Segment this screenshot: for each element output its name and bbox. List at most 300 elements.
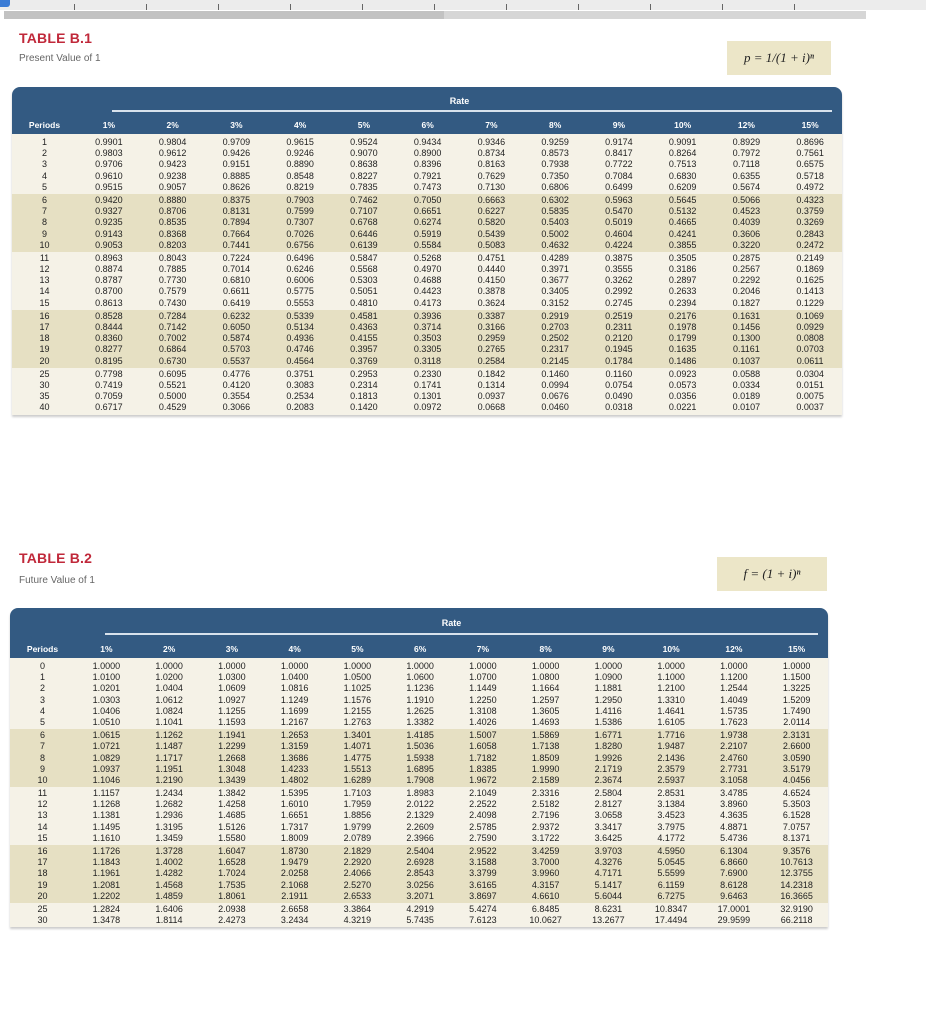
value-cell: 0.1460: [541, 368, 569, 379]
value-cell: 5.3503: [782, 799, 811, 810]
value-cell: 0.0151: [796, 379, 824, 390]
ruler-tick: [362, 4, 363, 10]
value-cell: 0.7059: [95, 391, 123, 402]
period-cell: 5: [41, 181, 47, 192]
value-cell: 0.5339: [286, 310, 314, 321]
rate-column-header: 6%: [421, 120, 434, 130]
value-cell: 0.2149: [796, 252, 824, 263]
value-cell: 1.2668: [218, 752, 246, 763]
value-cell: 0.0972: [413, 402, 442, 413]
rate-column-header: 1%: [102, 120, 116, 130]
period-cell: 2: [41, 148, 47, 159]
value-cell: 2.7731: [720, 763, 748, 774]
value-cell: 0.5134: [286, 322, 314, 332]
value-cell: 1.5938: [406, 752, 434, 763]
value-cell: 0.7664: [222, 228, 251, 239]
value-cell: 0.0356: [668, 391, 697, 402]
value-cell: 10.7613: [780, 857, 813, 868]
value-cell: 0.5000: [158, 391, 187, 402]
value-cell: 1.1157: [92, 788, 120, 799]
value-cell: 3.3864: [343, 903, 372, 914]
value-cell: 0.5553: [286, 297, 314, 308]
rate-column-header: 8%: [539, 644, 552, 654]
value-cell: 1.9799: [343, 821, 372, 832]
value-cell: 1.7182: [469, 752, 497, 763]
value-cell: 0.7513: [668, 159, 697, 170]
value-cell: 0.5051: [350, 286, 378, 297]
value-cell: 0.3751: [286, 368, 314, 379]
value-cell: 0.9070: [350, 148, 378, 159]
value-cell: 0.7561: [796, 148, 824, 159]
value-cell: 1.8280: [594, 741, 623, 752]
ruler-tick: [218, 4, 219, 10]
value-cell: 29.9599: [717, 915, 751, 926]
value-cell: 1.7908: [406, 774, 434, 785]
value-cell: 10.8347: [654, 903, 688, 914]
value-cell: 0.9174: [605, 137, 633, 147]
value-cell: 0.4523: [732, 206, 761, 217]
table-row: [10, 741, 828, 752]
value-cell: 0.1869: [796, 264, 824, 275]
value-cell: 1.2625: [406, 705, 434, 716]
value-cell: 0.4039: [732, 217, 761, 228]
value-cell: 0.8195: [95, 355, 123, 366]
value-cell: 6.1159: [657, 879, 685, 890]
period-cell: 2: [39, 683, 45, 694]
value-cell: 1.5395: [280, 788, 309, 799]
value-cell: 0.7629: [477, 170, 506, 181]
value-cell: 0.4363: [350, 322, 378, 332]
value-cell: 0.3677: [541, 275, 569, 286]
value-cell: 0.2472: [796, 239, 824, 250]
value-cell: 0.3759: [796, 206, 824, 217]
present-value-table: [12, 87, 842, 415]
rate-column-header: 4%: [293, 120, 307, 130]
rate-column-header: 3%: [225, 644, 239, 654]
value-cell: 0.0460: [541, 402, 569, 413]
period-cell: 13: [39, 275, 50, 286]
period-cell: 10: [37, 774, 48, 785]
value-cell: 0.1069: [796, 310, 824, 321]
table-row: [10, 672, 828, 683]
value-cell: 1.3108: [469, 705, 497, 716]
value-cell: 1.1262: [155, 730, 183, 741]
value-cell: 1.4641: [657, 705, 685, 716]
value-cell: 1.0500: [343, 672, 372, 683]
value-cell: 5.6044: [594, 890, 623, 901]
value-cell: 4.3219: [343, 915, 372, 926]
value-cell: 0.2633: [668, 286, 697, 297]
value-cell: 0.2992: [605, 286, 633, 297]
value-cell: 1.2682: [155, 799, 183, 810]
table-row: [12, 344, 842, 355]
value-cell: 0.3555: [605, 264, 633, 275]
value-cell: 1.0200: [155, 672, 183, 683]
value-cell: 1.1000: [657, 672, 685, 683]
value-cell: 1.0937: [92, 763, 121, 774]
value-cell: 2.7590: [469, 832, 497, 843]
value-cell: 3.1588: [469, 857, 497, 868]
value-cell: 0.0668: [477, 402, 506, 413]
value-cell: 0.8264: [668, 148, 697, 159]
value-cell: 1.6105: [657, 716, 685, 727]
value-cell: 0.5718: [796, 170, 824, 181]
value-cell: 0.6756: [286, 239, 314, 250]
value-cell: 17.0001: [717, 903, 751, 914]
value-cell: 1.2167: [280, 716, 309, 727]
value-cell: 2.6928: [406, 857, 434, 868]
value-cell: 0.5268: [413, 252, 442, 263]
value-cell: 3.1058: [720, 774, 748, 785]
value-cell: 0.8963: [95, 252, 123, 263]
value-cell: 5.4736: [720, 832, 748, 843]
future-value-table: [10, 608, 828, 927]
value-cell: 1.3459: [155, 832, 183, 843]
value-cell: 0.1625: [796, 275, 824, 286]
value-cell: 0.9346: [477, 137, 506, 147]
value-cell: 0.1413: [796, 286, 824, 297]
value-cell: 0.6232: [222, 310, 251, 321]
value-cell: 1.1910: [406, 694, 434, 705]
value-cell: 4.5950: [657, 846, 685, 856]
value-cell: 0.5963: [605, 194, 633, 205]
value-cell: 2.1911: [281, 890, 309, 901]
value-cell: 0.9434: [413, 137, 442, 147]
value-cell: 3.3799: [469, 868, 497, 879]
value-cell: 0.5645: [668, 194, 697, 205]
value-cell: 0.1741: [413, 379, 442, 390]
value-cell: 1.7959: [343, 799, 372, 810]
value-cell: 0.3554: [222, 391, 251, 402]
value-cell: 2.0114: [783, 716, 811, 727]
value-cell: 3.9703: [594, 846, 623, 856]
value-cell: 0.4970: [413, 264, 442, 275]
rate-column-header: 12%: [725, 644, 743, 654]
periods-header: Periods: [26, 644, 59, 654]
value-cell: 0.2959: [477, 333, 506, 344]
value-cell: 1.2155: [343, 705, 372, 716]
rate-column-header: 12%: [737, 120, 755, 130]
table-row: [10, 891, 828, 902]
table-row: [10, 706, 828, 717]
value-cell: 0.1300: [732, 333, 761, 344]
value-cell: 0.8626: [222, 181, 251, 192]
value-cell: 1.0927: [218, 694, 246, 705]
value-cell: 0.4529: [158, 402, 187, 413]
value-cell: 2.8543: [406, 868, 434, 879]
value-cell: 1.7138: [531, 741, 560, 752]
value-cell: 0.6663: [477, 194, 506, 205]
value-cell: 0.9057: [158, 181, 187, 192]
value-cell: 1.3159: [280, 741, 309, 752]
ruler-tick: [650, 4, 651, 10]
value-cell: 1.0612: [155, 694, 183, 705]
table-row: [12, 369, 842, 380]
period-cell: 20: [39, 355, 50, 366]
value-cell: 0.3957: [350, 344, 378, 355]
value-cell: 3.7975: [657, 821, 685, 832]
header-row: [12, 120, 842, 130]
period-cell: 4: [39, 705, 45, 716]
value-cell: 1.7317: [280, 821, 309, 832]
ruler-tick: [290, 4, 291, 10]
period-cell: 19: [39, 344, 50, 355]
value-cell: 5.0545: [657, 857, 685, 868]
rate-divider: [105, 633, 818, 635]
value-cell: 0.3186: [668, 264, 697, 275]
value-cell: 1.1726: [92, 846, 121, 856]
value-cell: 0.1160: [605, 368, 633, 379]
period-cell: 4: [41, 170, 47, 181]
period-cell: 17: [39, 322, 50, 332]
value-cell: 1.5036: [406, 741, 434, 752]
value-cell: 1.0303: [92, 694, 121, 705]
value-cell: 2.2609: [406, 821, 434, 832]
value-cell: 1.0000: [218, 661, 246, 671]
ruler-tick: [146, 4, 147, 10]
value-cell: 5.7435: [406, 915, 434, 926]
period-cell: 15: [39, 297, 50, 308]
value-cell: 0.9515: [95, 181, 123, 192]
value-cell: 3.0590: [782, 752, 811, 763]
value-cell: 0.7903: [286, 194, 314, 205]
value-cell: 4.3635: [720, 810, 748, 821]
value-cell: 1.4185: [406, 730, 434, 741]
value-cell: 0.9615: [286, 137, 314, 147]
value-cell: 0.5820: [477, 217, 506, 228]
value-cell: 0.2311: [605, 322, 633, 332]
value-cell: 1.6895: [406, 763, 434, 774]
value-cell: 1.0000: [92, 661, 121, 671]
value-cell: 0.2176: [668, 310, 697, 321]
value-cell: 1.5386: [594, 716, 623, 727]
rate-column-header: 5%: [351, 644, 364, 654]
value-cell: 3.8697: [469, 890, 497, 901]
value-cell: 6.7275: [657, 890, 685, 901]
rate-column-header: 2%: [162, 644, 176, 654]
value-cell: 0.9901: [95, 137, 123, 147]
value-cell: 0.1486: [668, 355, 697, 366]
ruler-tick: [794, 4, 795, 10]
value-cell: 1.9487: [657, 741, 685, 752]
value-cell: 0.9420: [95, 194, 123, 205]
value-cell: 0.7284: [158, 310, 187, 321]
table-header: [10, 608, 828, 658]
value-cell: 3.2434: [280, 915, 309, 926]
value-cell: 2.4098: [469, 810, 497, 821]
value-cell: 0.1799: [668, 333, 697, 344]
value-cell: 0.4564: [286, 355, 314, 366]
rate-column-header: 7%: [485, 120, 498, 130]
value-cell: 0.5674: [732, 181, 761, 192]
value-cell: 1.0829: [92, 752, 121, 763]
ruler-corner-icon: [0, 0, 10, 7]
rate-column-header: 8%: [548, 120, 562, 130]
value-cell: 0.2703: [541, 322, 569, 332]
value-cell: 2.5404: [406, 846, 434, 856]
value-cell: 2.5182: [531, 799, 560, 810]
row-band: [10, 903, 828, 927]
value-cell: 0.0703: [796, 344, 824, 355]
value-cell: 0.8734: [477, 148, 506, 159]
value-cell: 0.5439: [477, 228, 506, 239]
rate-header: Rate: [449, 96, 470, 106]
value-cell: 0.4746: [286, 344, 314, 355]
value-cell: 0.5775: [286, 286, 314, 297]
value-cell: 1.6651: [280, 810, 309, 821]
value-cell: 1.1255: [218, 705, 246, 716]
table-row: [12, 182, 842, 193]
rate-header: Rate: [441, 618, 462, 628]
value-cell: 1.1025: [343, 683, 372, 694]
value-cell: 1.2100: [657, 683, 685, 694]
value-cell: 8.6231: [594, 903, 623, 914]
value-cell: 1.8385: [469, 763, 497, 774]
value-cell: 0.6810: [222, 275, 251, 286]
value-cell: 1.0700: [469, 672, 497, 683]
value-cell: 0.3118: [414, 355, 442, 366]
value-cell: 0.3714: [413, 322, 442, 332]
period-cell: 5: [39, 716, 45, 727]
period-cell: 13: [37, 810, 48, 821]
value-cell: 1.0300: [218, 672, 246, 683]
value-cell: 0.4150: [477, 275, 506, 286]
value-cell: 1.4049: [720, 694, 748, 705]
rate-column-header: 9%: [602, 644, 615, 654]
row-band: [10, 845, 828, 903]
period-cell: 3: [39, 694, 45, 705]
value-cell: 0.2584: [477, 355, 506, 366]
value-cell: 0.1037: [732, 355, 761, 366]
value-cell: 0.0189: [732, 391, 761, 402]
value-cell: 0.3387: [477, 310, 506, 321]
table-header: [12, 87, 842, 134]
value-cell: 0.1813: [350, 391, 378, 402]
value-cell: 1.4775: [343, 752, 372, 763]
value-cell: 0.6864: [158, 344, 187, 355]
value-cell: 0.6730: [158, 355, 187, 366]
value-cell: 1.4116: [594, 705, 622, 716]
value-cell: 1.0800: [531, 672, 560, 683]
table-row: [12, 333, 842, 344]
value-cell: 0.0937: [477, 391, 506, 402]
value-cell: 2.3316: [531, 788, 560, 799]
table-body: [10, 658, 828, 927]
value-cell: 0.6095: [158, 368, 187, 379]
value-cell: 1.0615: [92, 730, 121, 741]
value-cell: 1.2653: [280, 730, 309, 741]
value-cell: 0.8885: [222, 170, 251, 181]
value-cell: 0.9091: [668, 137, 697, 147]
value-cell: 1.6058: [469, 741, 497, 752]
value-cell: 0.7972: [732, 148, 761, 159]
value-cell: 3.0658: [594, 810, 623, 821]
value-cell: 1.0609: [218, 683, 246, 694]
row-band: [10, 658, 828, 729]
horizontal-scrollbar-thumb[interactable]: [4, 11, 444, 19]
rate-column-header: 7%: [476, 644, 490, 654]
value-cell: 0.5874: [222, 333, 251, 344]
value-cell: 0.8396: [413, 159, 442, 170]
value-cell: 1.0100: [92, 672, 121, 683]
value-cell: 1.7103: [343, 788, 372, 799]
value-cell: 0.7419: [95, 379, 123, 390]
value-cell: 1.5580: [218, 832, 246, 843]
period-cell: 3: [41, 159, 47, 170]
period-cell: 40: [39, 402, 50, 413]
value-cell: 0.5132: [668, 206, 697, 217]
value-cell: 0.9143: [95, 228, 123, 239]
value-cell: 0.2919: [541, 310, 569, 321]
value-cell: 3.7000: [531, 857, 560, 868]
value-cell: 0.4120: [222, 379, 251, 390]
value-cell: 0.9612: [158, 148, 187, 159]
value-cell: 1.0000: [343, 661, 372, 671]
value-cell: 4.1772: [657, 832, 685, 843]
value-cell: 2.6533: [343, 890, 372, 901]
value-cell: 1.1881: [594, 683, 623, 694]
value-cell: 1.0000: [469, 661, 497, 671]
value-cell: 0.0304: [796, 368, 824, 379]
value-cell: 2.4273: [218, 915, 246, 926]
value-cell: 0.5537: [222, 355, 251, 366]
value-cell: 1.8856: [343, 810, 372, 821]
value-cell: 1.4802: [280, 774, 309, 785]
period-cell: 11: [37, 788, 48, 799]
value-cell: 8.1371: [782, 832, 811, 843]
value-cell: 0.5019: [605, 217, 633, 228]
value-cell: 0.6246: [286, 264, 314, 275]
value-cell: 0.0490: [605, 391, 633, 402]
value-cell: 0.2317: [541, 344, 569, 355]
value-cell: 0.4632: [541, 239, 569, 250]
value-cell: 2.3579: [657, 763, 685, 774]
ruler-tick: [722, 4, 723, 10]
value-cell: 1.1610: [92, 832, 121, 843]
value-cell: 0.2502: [541, 333, 569, 344]
value-cell: 1.2544: [720, 683, 748, 694]
value-cell: 0.3166: [477, 322, 506, 332]
value-cell: 0.8880: [158, 194, 187, 205]
rate-column-header: 1%: [100, 644, 113, 654]
table-row: [10, 753, 828, 764]
value-cell: 0.2765: [477, 344, 506, 355]
value-cell: 17.4494: [654, 915, 688, 926]
value-cell: 0.6302: [541, 194, 569, 205]
value-cell: 1.2081: [92, 879, 121, 890]
table-row: [10, 846, 828, 857]
period-cell: 19: [37, 879, 48, 890]
value-cell: 3.6425: [594, 832, 623, 843]
rate-column-header: 10%: [674, 120, 692, 130]
value-cell: 0.9327: [95, 206, 123, 217]
period-cell: 25: [39, 368, 50, 379]
value-cell: 0.8706: [158, 206, 187, 217]
value-cell: 0.1229: [796, 297, 824, 308]
value-cell: 9.3576: [782, 846, 811, 856]
value-cell: 1.6528: [218, 857, 246, 868]
value-cell: 0.5002: [541, 228, 569, 239]
value-cell: 0.4776: [222, 368, 251, 379]
value-cell: 1.7490: [782, 705, 811, 716]
value-cell: 0.2394: [668, 297, 697, 308]
value-cell: 4.7171: [594, 868, 623, 879]
table-row: [10, 695, 828, 706]
value-cell: 0.8360: [95, 333, 123, 344]
value-cell: 0.9706: [95, 159, 123, 170]
value-cell: 2.1329: [406, 810, 434, 821]
table-row: [10, 799, 828, 810]
